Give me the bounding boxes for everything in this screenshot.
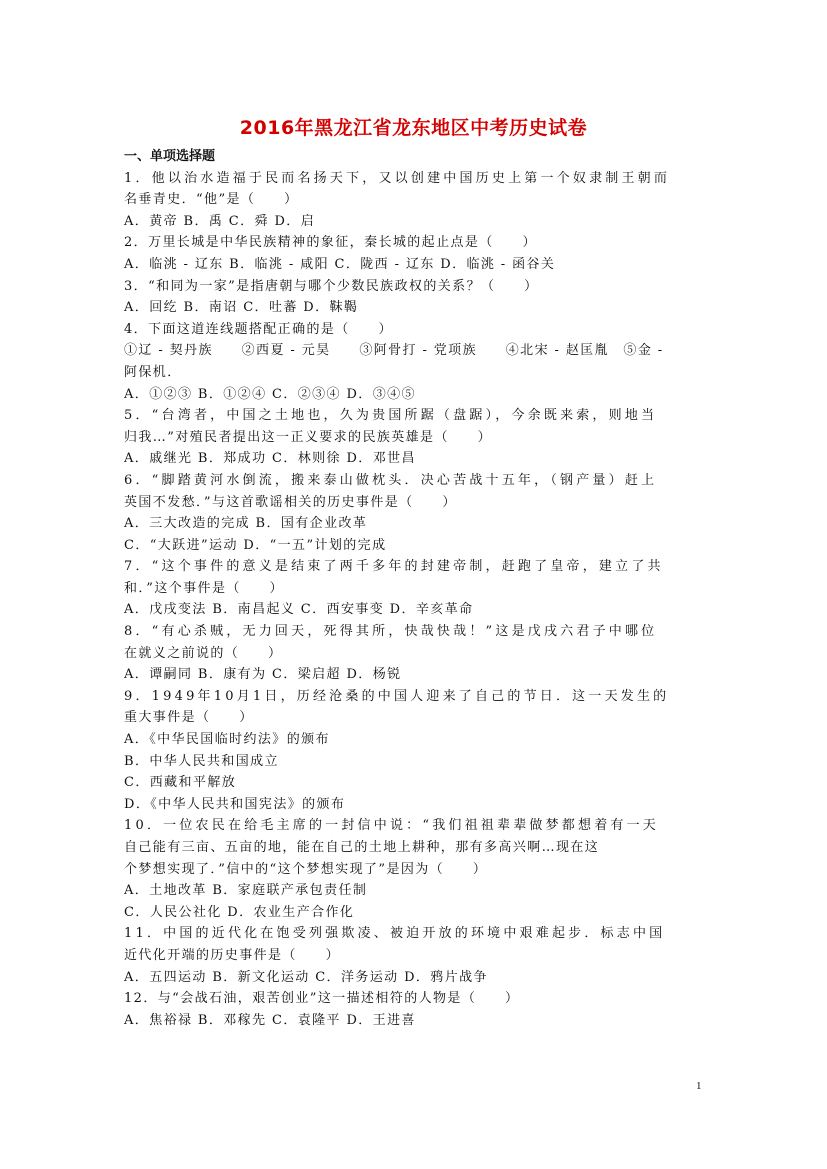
question-2-options: A．临洮 - 辽东 B．临洮 - 咸阳 C．陇西 - 辽东 D．临洮 - 函谷关	[124, 256, 556, 272]
question-4-text: 4．下面这道连线题搭配正确的是（ ）	[124, 321, 393, 337]
question-5-line-2: 归我…”对殖民者提出这一正义要求的民族英雄是（ ）	[124, 429, 493, 445]
question-list	[124, 146, 704, 1031]
question-11-line-2: 近代化开端的历史事件是（ ）	[124, 947, 341, 963]
question-10-line-2: 自己能有三亩、五亩的地，能在自己的土地上耕种，那有多高兴啊…现在这	[124, 840, 600, 855]
exam-title: 2016年黑龙江省龙东地区中考历史试卷	[239, 117, 588, 139]
question-5-options: A．戚继光 B．郑成功 C．林则徐 D．邓世昌	[124, 451, 416, 467]
question-10-line-3: 个梦想实现了．”信中的“这个梦想实现了”是因为（ ）	[124, 861, 488, 877]
question-2-text: 2．万里长城是中华民族精神的象征，秦长城的起止点是（ ）	[124, 235, 537, 251]
question-8-line-1: 8．“有心杀贼，无力回天，死得其所，快哉快哉！”这是戊戌六君子中哪位	[124, 624, 658, 640]
question-4-pairs-line-1: ①辽 - 契丹族 ②西夏 - 元昊 ③阿骨打 - 党项族 ④北宋 - 赵匡胤 ⑤金 -	[124, 343, 664, 359]
question-11-line-1: 11．中国的近代化在饱受列强欺凌、被迫开放的环境中艰难起步．标志中国	[124, 926, 666, 942]
question-10-line-1: 10．一位农民在给毛主席的一封信中说：“我们祖祖辈辈做梦都想着有一天	[124, 818, 659, 834]
question-9-option-b: B．中华人民共和国成立	[124, 753, 279, 769]
question-6-line-2: 英国不发愁．”与这首歌谣相关的历史事件是（ ）	[124, 494, 457, 510]
question-9-option-d: D．《中华人民共和国宪法》的颁布	[124, 796, 346, 812]
question-4-pairs-line-2: 阿保机．	[124, 364, 182, 380]
section-heading: 一、单项选择题	[124, 149, 216, 164]
question-5-line-1: 5．“台湾者，中国之土地也，久为贵国所踞（盘踞），今余既来索，则地当	[124, 408, 658, 424]
question-4-options: A．①②③ B．①②④ C．②③④ D．③④⑤	[124, 386, 416, 402]
question-9-line-1: 9．1949年10月1日，历经沧桑的中国人迎来了自己的节日．这一天发生的	[124, 688, 670, 704]
question-1-options: A．黄帝 B．禹 C．舜 D．启	[124, 213, 316, 229]
question-1-line-1: 1．他以治水造福于民而名扬天下，又以创建中国历史上第一个奴隶制王朝而	[124, 170, 671, 186]
question-8-line-2: 在就义之前说的（ ）	[124, 645, 283, 661]
question-7-line-1: 7．“这个事件的意义是结束了两千多年的封建帝制，赶跑了皇帝，建立了共	[124, 559, 664, 575]
question-3-options: A．回纥 B．南诏 C．吐蕃 D．靺鞨	[124, 300, 359, 316]
question-12-options: A．焦裕禄 B．邓稼先 C．袁隆平 D．王进喜	[124, 1012, 416, 1028]
question-10-options-2: C．人民公社化 D．农业生产合作化	[124, 904, 355, 920]
question-3-text: 3．“和同为一家”是指唐朝与哪个少数民族政权的关系？（ ）	[124, 278, 539, 294]
question-6-options-2: C．“大跃进”运动 D．“一五”计划的完成	[124, 537, 387, 553]
question-9-option-c: C．西藏和平解放	[124, 775, 237, 791]
question-11-options: A．五四运动 B．新文化运动 C．洋务运动 D．鸦片战争	[124, 969, 488, 985]
question-7-options: A．戊戌变法 B．南昌起义 C．西安事变 D．辛亥革命	[124, 602, 474, 618]
question-12-text: 12．与“会战石油，艰苦创业”这一描述相符的人物是（ ）	[124, 991, 520, 1007]
question-8-options: A．谭嗣同 B．康有为 C．梁启超 D．杨锐	[124, 667, 402, 683]
question-9-line-2: 重大事件是（ ）	[124, 710, 254, 726]
question-6-line-1: 6．“脚踏黄河水倒流，搬来泰山做枕头．决心苦战十五年，（钢产量）赶上	[124, 472, 658, 488]
question-7-line-2: 和．”这个事件是（ ）	[124, 580, 284, 596]
question-6-options-1: A．三大改造的完成 B．国有企业改革	[124, 516, 368, 532]
question-1-line-2: 名垂青史．“他”是（ ）	[124, 192, 299, 208]
page-number: 1	[696, 1080, 702, 1092]
question-9-option-a: A．《中华民国临时约法》的颁布	[124, 732, 330, 748]
question-10-options-1: A．土地改革 B．家庭联产承包责任制	[124, 883, 368, 899]
